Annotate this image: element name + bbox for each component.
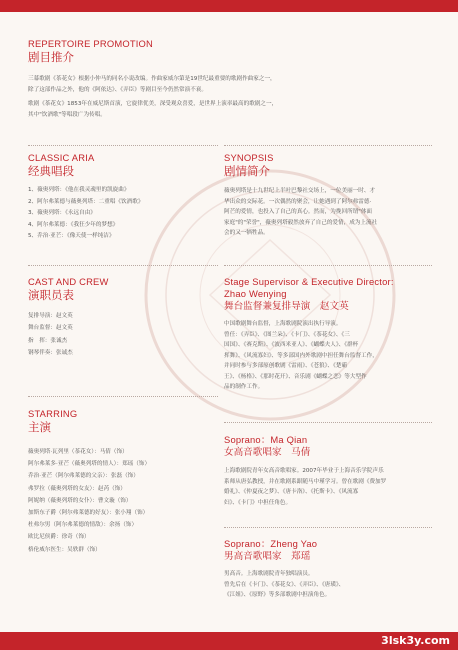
text-line: 上海歌剧院青年女高音歌唱家。2007年毕业于上海音乐学院声乐	[224, 468, 384, 474]
text-line: 除了这部作品之外，他的《阿依达》、《弄臣》等剧目至今仍然常演不衰。	[28, 86, 207, 93]
list-item: 杜弗尔男（阿尔弗莱德的情敌）：余扬（饰）	[28, 522, 138, 529]
section-divider	[28, 396, 218, 397]
director-bio	[224, 319, 432, 393]
list-item: 薇奥列塔·瓦列里（茶花女）：马倩（饰）	[28, 449, 128, 455]
section-divider	[224, 527, 432, 528]
classic-aria-section	[28, 152, 218, 243]
cast-title-en: CAST AND CREW	[28, 276, 109, 287]
list-item: 阿尔弗莱多·亚芒（薇奥列塔的情人）：郑瑶（饰）	[28, 461, 151, 468]
zheng-yao-title-en: Soprano：Zheng Yao	[224, 538, 318, 549]
repertoire-paragraph	[28, 99, 433, 120]
synopsis-title-en: SYNOPSIS	[224, 152, 274, 163]
director-title-en-line2: Zhao Wenying	[224, 288, 287, 299]
text-line: 中国歌剧舞台监督，上海歌剧院演出执行导演。	[224, 321, 342, 327]
list-item: 指 挥：张诚杰	[28, 337, 68, 344]
text-line: 曾任：《弄臣》、《图兰朵》、《卡门》、《茶花女》、《三	[224, 331, 350, 338]
director-title-en-line1: Stage Supervisor & Executive Director:	[224, 276, 394, 287]
list-item: 钢琴伴奏：张诚杰	[28, 349, 73, 356]
list-item: 1、薇奥列塔：《他在我灵魂里的凯旋曲》	[28, 187, 130, 193]
repertoire-title-en: REPERTOIRE PROMOTION	[28, 38, 154, 49]
site-watermark-text: 3lsk3y.com	[381, 634, 450, 647]
text-line: 国国》、《赛克斯》、《波西米亚人》、《蝴蝶夫人》、《群杯	[224, 342, 359, 348]
synopsis-section	[224, 152, 432, 239]
repertoire-section	[28, 38, 433, 124]
director-section	[224, 276, 432, 393]
list-item: 3、薇奥列塔：《永远自由》	[28, 210, 96, 217]
text-line: 婚礼》、《仲夏夜之梦》、《唐卡洛》、《托斯卡》、《风流寡	[224, 489, 359, 495]
text-line: 曾先后在《卡门》、《茶花女》、《弄臣》、《唐璜》、	[224, 581, 345, 588]
list-item: 4、阿尔弗莱德：《我狂少年的梦想》	[28, 221, 119, 228]
text-line: 妇》、《卡门》中担任角色。	[224, 499, 292, 506]
ma-qian-bio	[224, 466, 432, 508]
text-line: 歌剧《茶花女》1853年在威尼斯首演，它旋律优美，深受观众喜爱，是世界上演率最高的歌剧之一，	[28, 101, 278, 107]
top-red-band	[0, 0, 458, 12]
aria-list	[28, 185, 218, 243]
aria-title-zh: 经典唱段	[28, 164, 74, 178]
director-title-zh: 舞台监督兼复排导演 赵文英	[224, 301, 349, 312]
section-divider	[224, 422, 432, 423]
repertoire-title-zh: 剧目推介	[28, 50, 74, 64]
list-item: 复排导演：赵文英	[28, 313, 73, 319]
zheng-yao-bio	[224, 569, 432, 601]
cast-title-zh: 演职员表	[28, 288, 74, 302]
text-line: 三幕歌剧《茶花女》根据小仲马的同名小说改编。作曲家威尔第是19世纪最重要的歌剧作曲家之一，	[28, 76, 276, 82]
text-line: 挥舞》、《风流寡妇》、等多部国内外歌剧中担任舞台监督工作，	[224, 352, 378, 359]
aria-title-en: CLASSIC ARIA	[28, 152, 95, 163]
text-line: 阿芒的爱情，也投入了自己的真心。然而，为挽回所谓"体面	[224, 209, 373, 215]
cast-and-crew-section	[28, 276, 218, 359]
text-line: 《江姐》、《原野》等多部歌剧中担演角色。	[224, 592, 331, 598]
section-divider	[28, 265, 218, 266]
starring-list	[28, 446, 218, 556]
list-item: 加斯东子爵（阿尔弗莱德的好友）：张小翔（饰）	[28, 510, 149, 517]
synopsis-text	[224, 186, 432, 239]
text-line: 薇奥列塔是十九世纪上半叶巴黎社交场上，一位美丽一时、才	[224, 188, 376, 194]
list-item: 2、阿尔弗莱德与薇奥列塔：二重唱《饮酒歌》	[28, 198, 144, 205]
text-line: 王》、《杨格》、《那时花开》、音乐剧《蝴蝶之恋》等大型作	[224, 373, 367, 380]
zheng-yao-section	[224, 538, 432, 601]
ma-qian-title-zh: 女高音歌唱家 马倩	[224, 447, 311, 458]
section-divider	[28, 145, 218, 146]
text-line: 并同时参与多部原创歌剧《雷雨》、《苍狼》、《楚霸	[224, 363, 348, 369]
ma-qian-title-en: Soprano：Ma Qian	[224, 434, 308, 445]
list-item: 欧比尼侯爵：徐奇（饰）	[28, 534, 90, 541]
zheng-yao-title-zh: 男高音歌唱家 郑瑶	[224, 551, 311, 562]
text-line: 其中"饮酒歌"等唱段广为传唱。	[28, 111, 106, 118]
list-item: 舞台监督：赵文英	[28, 325, 73, 332]
list-item: 乔治·亚芒（阿尔弗莱德的父亲）：张磊（饰）	[28, 473, 139, 480]
text-line: 华出众的交际花。一次偶然的聚会，让她遇到了阿尔弗雷德·	[224, 198, 372, 205]
starring-title-zh: 主演	[28, 420, 51, 434]
text-line: 会的又一牺牲品。	[224, 230, 269, 236]
list-item: 阿妮纳（薇奥列塔的女仆）：曹文璇（饰）	[28, 497, 132, 504]
list-item: 5、乔治·亚芒：《像天使一样纯洁》	[28, 233, 115, 240]
list-item: 格伦威尔医生：吴轶群（饰）	[28, 546, 101, 553]
text-line: 系师从唐弘教授，并在歌剧系跟随马中瑾学习。曾在歌剧《费加罗	[224, 478, 387, 485]
synopsis-title-zh: 剧情简介	[224, 164, 270, 178]
section-divider	[224, 265, 432, 266]
text-line: 男高音。上海歌剧院青年独唱演员。	[224, 571, 314, 577]
section-divider	[224, 145, 432, 146]
starring-title-en: STARRING	[28, 408, 78, 419]
list-item: 弗罗拉（薇奥列塔的女友）：赵芮（饰）	[28, 485, 126, 492]
text-line: 家庭"的"荣誉"，薇奥列塔毅然放弃了自己的爱情，成为上流社	[224, 219, 378, 226]
repertoire-paragraph	[28, 74, 433, 95]
ma-qian-section	[224, 434, 432, 508]
text-line: 品的制作工作。	[224, 384, 264, 390]
cast-list	[28, 310, 218, 359]
starring-section	[28, 408, 218, 556]
